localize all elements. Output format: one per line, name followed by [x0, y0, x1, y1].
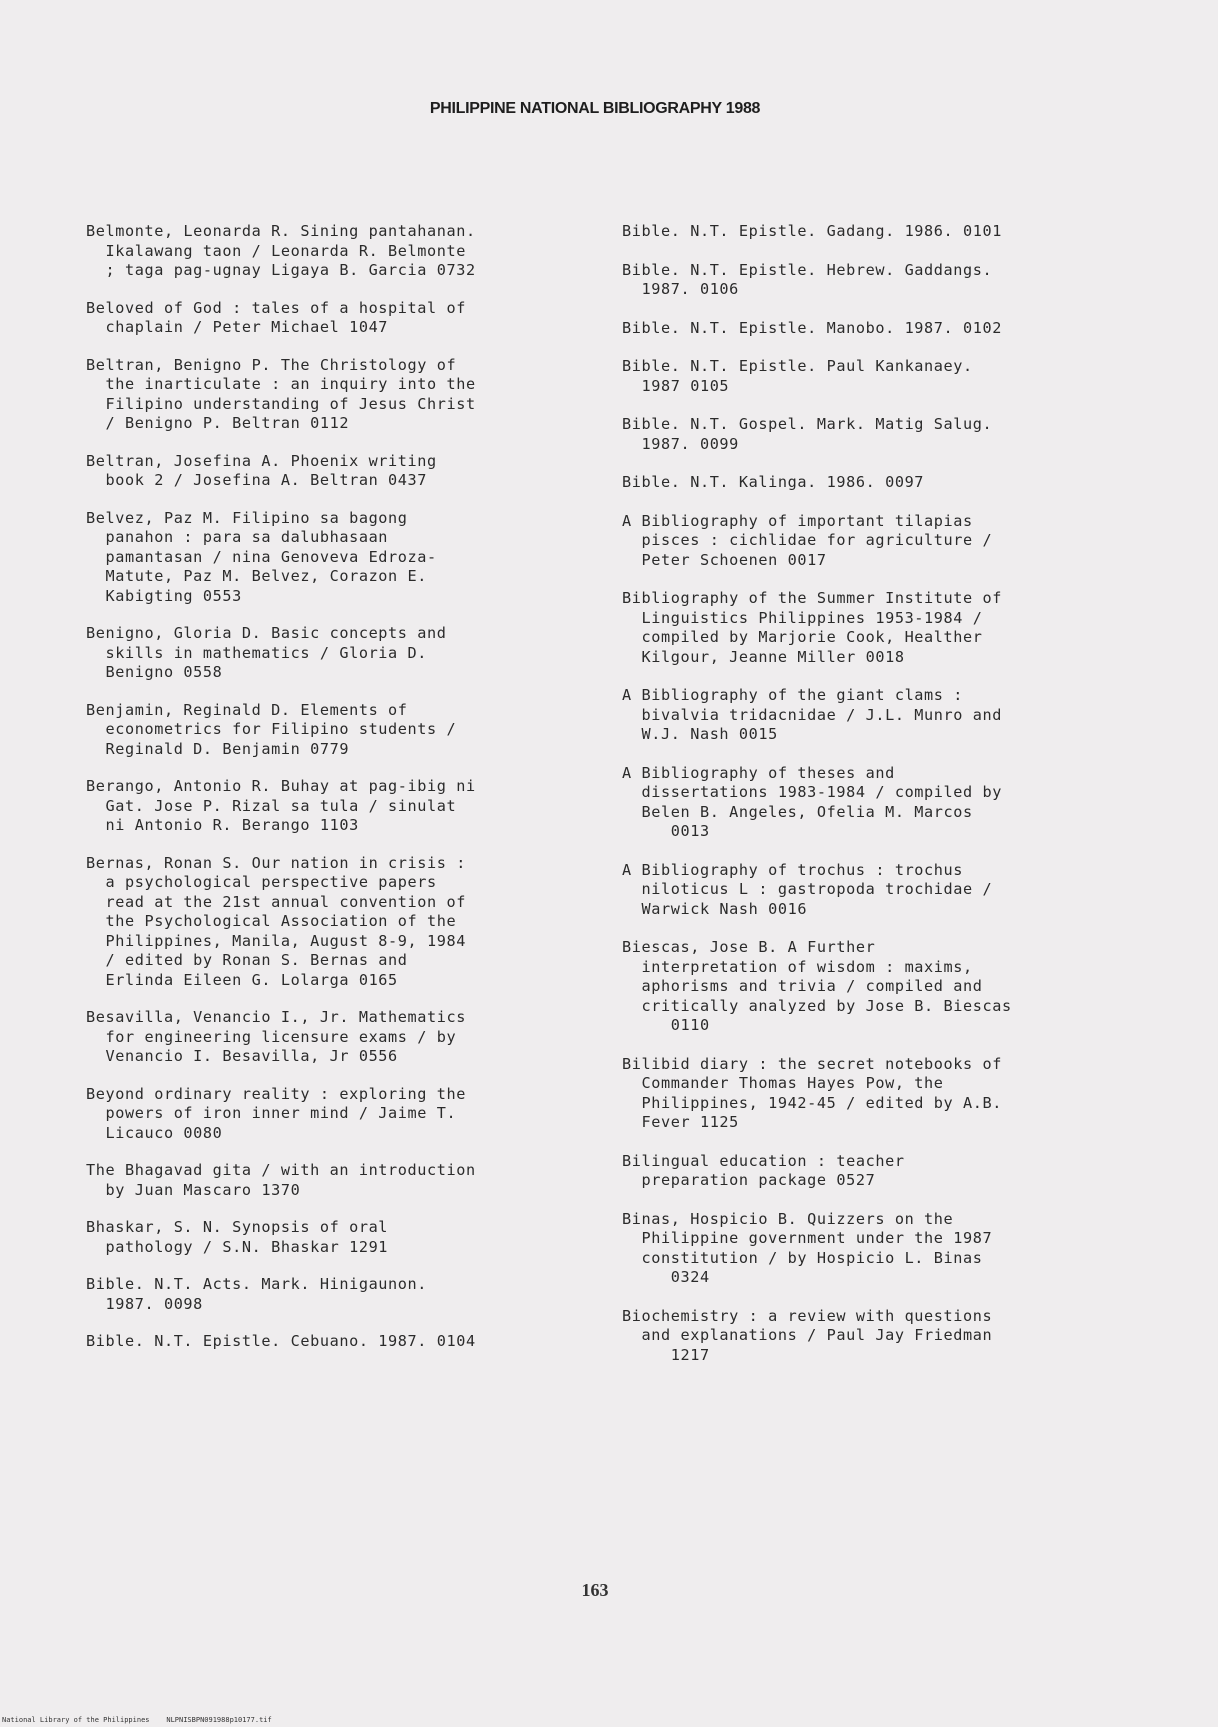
bibliography-entry: Benjamin, Reginald D. Elements of econometrics for Filipino students / Reginald D. Benjamin 0779	[86, 700, 457, 758]
bibliography-entry: A Bibliography of the giant clams : bivalvia tridacnidae / J.L. Munro and W.J. Nash 0015	[622, 686, 1003, 743]
left-column	[86, 222, 586, 1370]
bibliography-entry: Berango, Antonio R. Buhay at pag-ibig ni Gat. Jose P. Rizal sa tula / sinulat ni Antonio R. Berango 1103	[86, 777, 476, 834]
right-column	[622, 222, 1142, 1384]
bibliography-entry: Biescas, Jose B. A Further interpretation of wisdom : maxims, aphorisms and trivia / compiled and critically analyzed by Jose B. Biescas 0110	[622, 938, 1012, 1034]
bibliography-entry: Bible. N.T. Acts. Mark. Hinigaunon. 1987. 0098	[86, 1275, 428, 1313]
scan-footer: National Library of the Philippines NLPNISBPN091988p10177.tif	[2, 1716, 272, 1724]
bibliography-entry: Bible. N.T. Epistle. Hebrew. Gaddangs. 1987. 0106	[622, 260, 993, 298]
bibliography-entry: Beltran, Benigno P. The Christology of the inarticulate : an inquiry into the Filipino understanding of Jesus Christ / Benigno P. Beltran 0112	[86, 355, 476, 432]
bibliography-entry: Bible. N.T. Epistle. Gadang. 1986. 0101	[622, 222, 1003, 240]
bibliography-entry: Bibliography of the Summer Institute of Linguistics Philippines 1953-1984 / compiled by Marjorie Cook, Healther Kilgour, Jeanne Miller 0018	[622, 589, 1003, 666]
bibliography-entry: Bible. N.T. Epistle. Manobo. 1987. 0102	[622, 318, 1003, 337]
bibliography-entry: Beloved of God : tales of a hospital of chaplain / Peter Michael 1047	[86, 298, 467, 336]
bibliography-entry: A Bibliography of theses and dissertations 1983-1984 / compiled by Belen B. Angeles, Ofelia M. Marcos 0013	[622, 763, 1003, 840]
bibliography-entry: A Bibliography of trochus : trochus niloticus L : gastropoda trochidae / Warwick Nash 0016	[622, 860, 993, 918]
bibliography-entry: Belmonte, Leonarda R. Sining pantahanan. Ikalawang taon / Leonarda R. Belmonte ; taga pag-ugnay Ligaya B. Garcia 0732	[86, 222, 476, 279]
bibliography-entry: Bible. N.T. Epistle. Paul Kankanaey. 1987 0105	[622, 357, 973, 395]
bibliography-entry: Beyond ordinary reality : exploring the powers of iron inner mind / Jaime T. Licauco 0080	[86, 1084, 467, 1142]
bibliography-entry: Bhaskar, S. N. Synopsis of oral pathology / S.N. Bhaskar 1291	[86, 1218, 389, 1256]
page-number: 163	[581, 1580, 609, 1600]
bibliography-entry: Bilingual education : teacher preparation package 0527	[622, 1151, 905, 1189]
bibliography-entry: Beltran, Josefina A. Phoenix writing book 2 / Josefina A. Beltran 0437	[86, 451, 437, 489]
bibliography-entry: Bilibid diary : the secret notebooks of Commander Thomas Hayes Pow, the Philippines, 1942-45 / edited by A.B. Fever 1125	[622, 1054, 1003, 1131]
bibliography-entry: Bernas, Ronan S. Our nation in crisis : a psychological perspective papers read at the 21st annual convention of the Psychological Association of the Philippines, Manila, August 8-9, 1984 / edited by Ronan S. Bernas and Erlinda Eileen G. Lolarga 0165	[86, 853, 467, 989]
bibliography-entry: Binas, Hospicio B. Quizzers on the Philippine government under the 1987 constitution / by Hospicio L. Binas 0324	[622, 1209, 993, 1286]
bibliography-entry: Benigno, Gloria D. Basic concepts and skills in mathematics / Gloria D. Benigno 0558	[86, 624, 447, 681]
bibliography-entry: Besavilla, Venancio I., Jr. Mathematics for engineering licensure exams / by Venancio I. Besavilla, Jr 0556	[86, 1008, 467, 1065]
bibliography-entry: Bible. N.T. Epistle. Cebuano. 1987. 0104	[86, 1332, 476, 1350]
bibliography-entry: The Bhagavad gita / with an introduction by Juan Mascaro 1370	[86, 1161, 476, 1199]
bibliography-entry: Bible. N.T. Gospel. Mark. Matig Salug. 1987. 0099	[622, 415, 993, 453]
bibliography-entry: Biochemistry : a review with questions and explanations / Paul Jay Friedman 1217	[622, 1306, 993, 1364]
bibliography-entry: Belvez, Paz M. Filipino sa bagong panahon : para sa dalubhasaan pamantasan / nina Genoveva Edroza- Matute, Paz M. Belvez, Corazon E. Kabigting 0553	[86, 508, 437, 605]
page-title: PHILIPPINE NATIONAL BIBLIOGRAPHY 1988	[429, 100, 761, 117]
bibliography-entry: A Bibliography of important tilapias pisces : cichlidae for agriculture / Peter Schoenen 0017	[622, 511, 993, 569]
bibliography-entry: Bible. N.T. Kalinga. 1986. 0097	[622, 473, 925, 491]
